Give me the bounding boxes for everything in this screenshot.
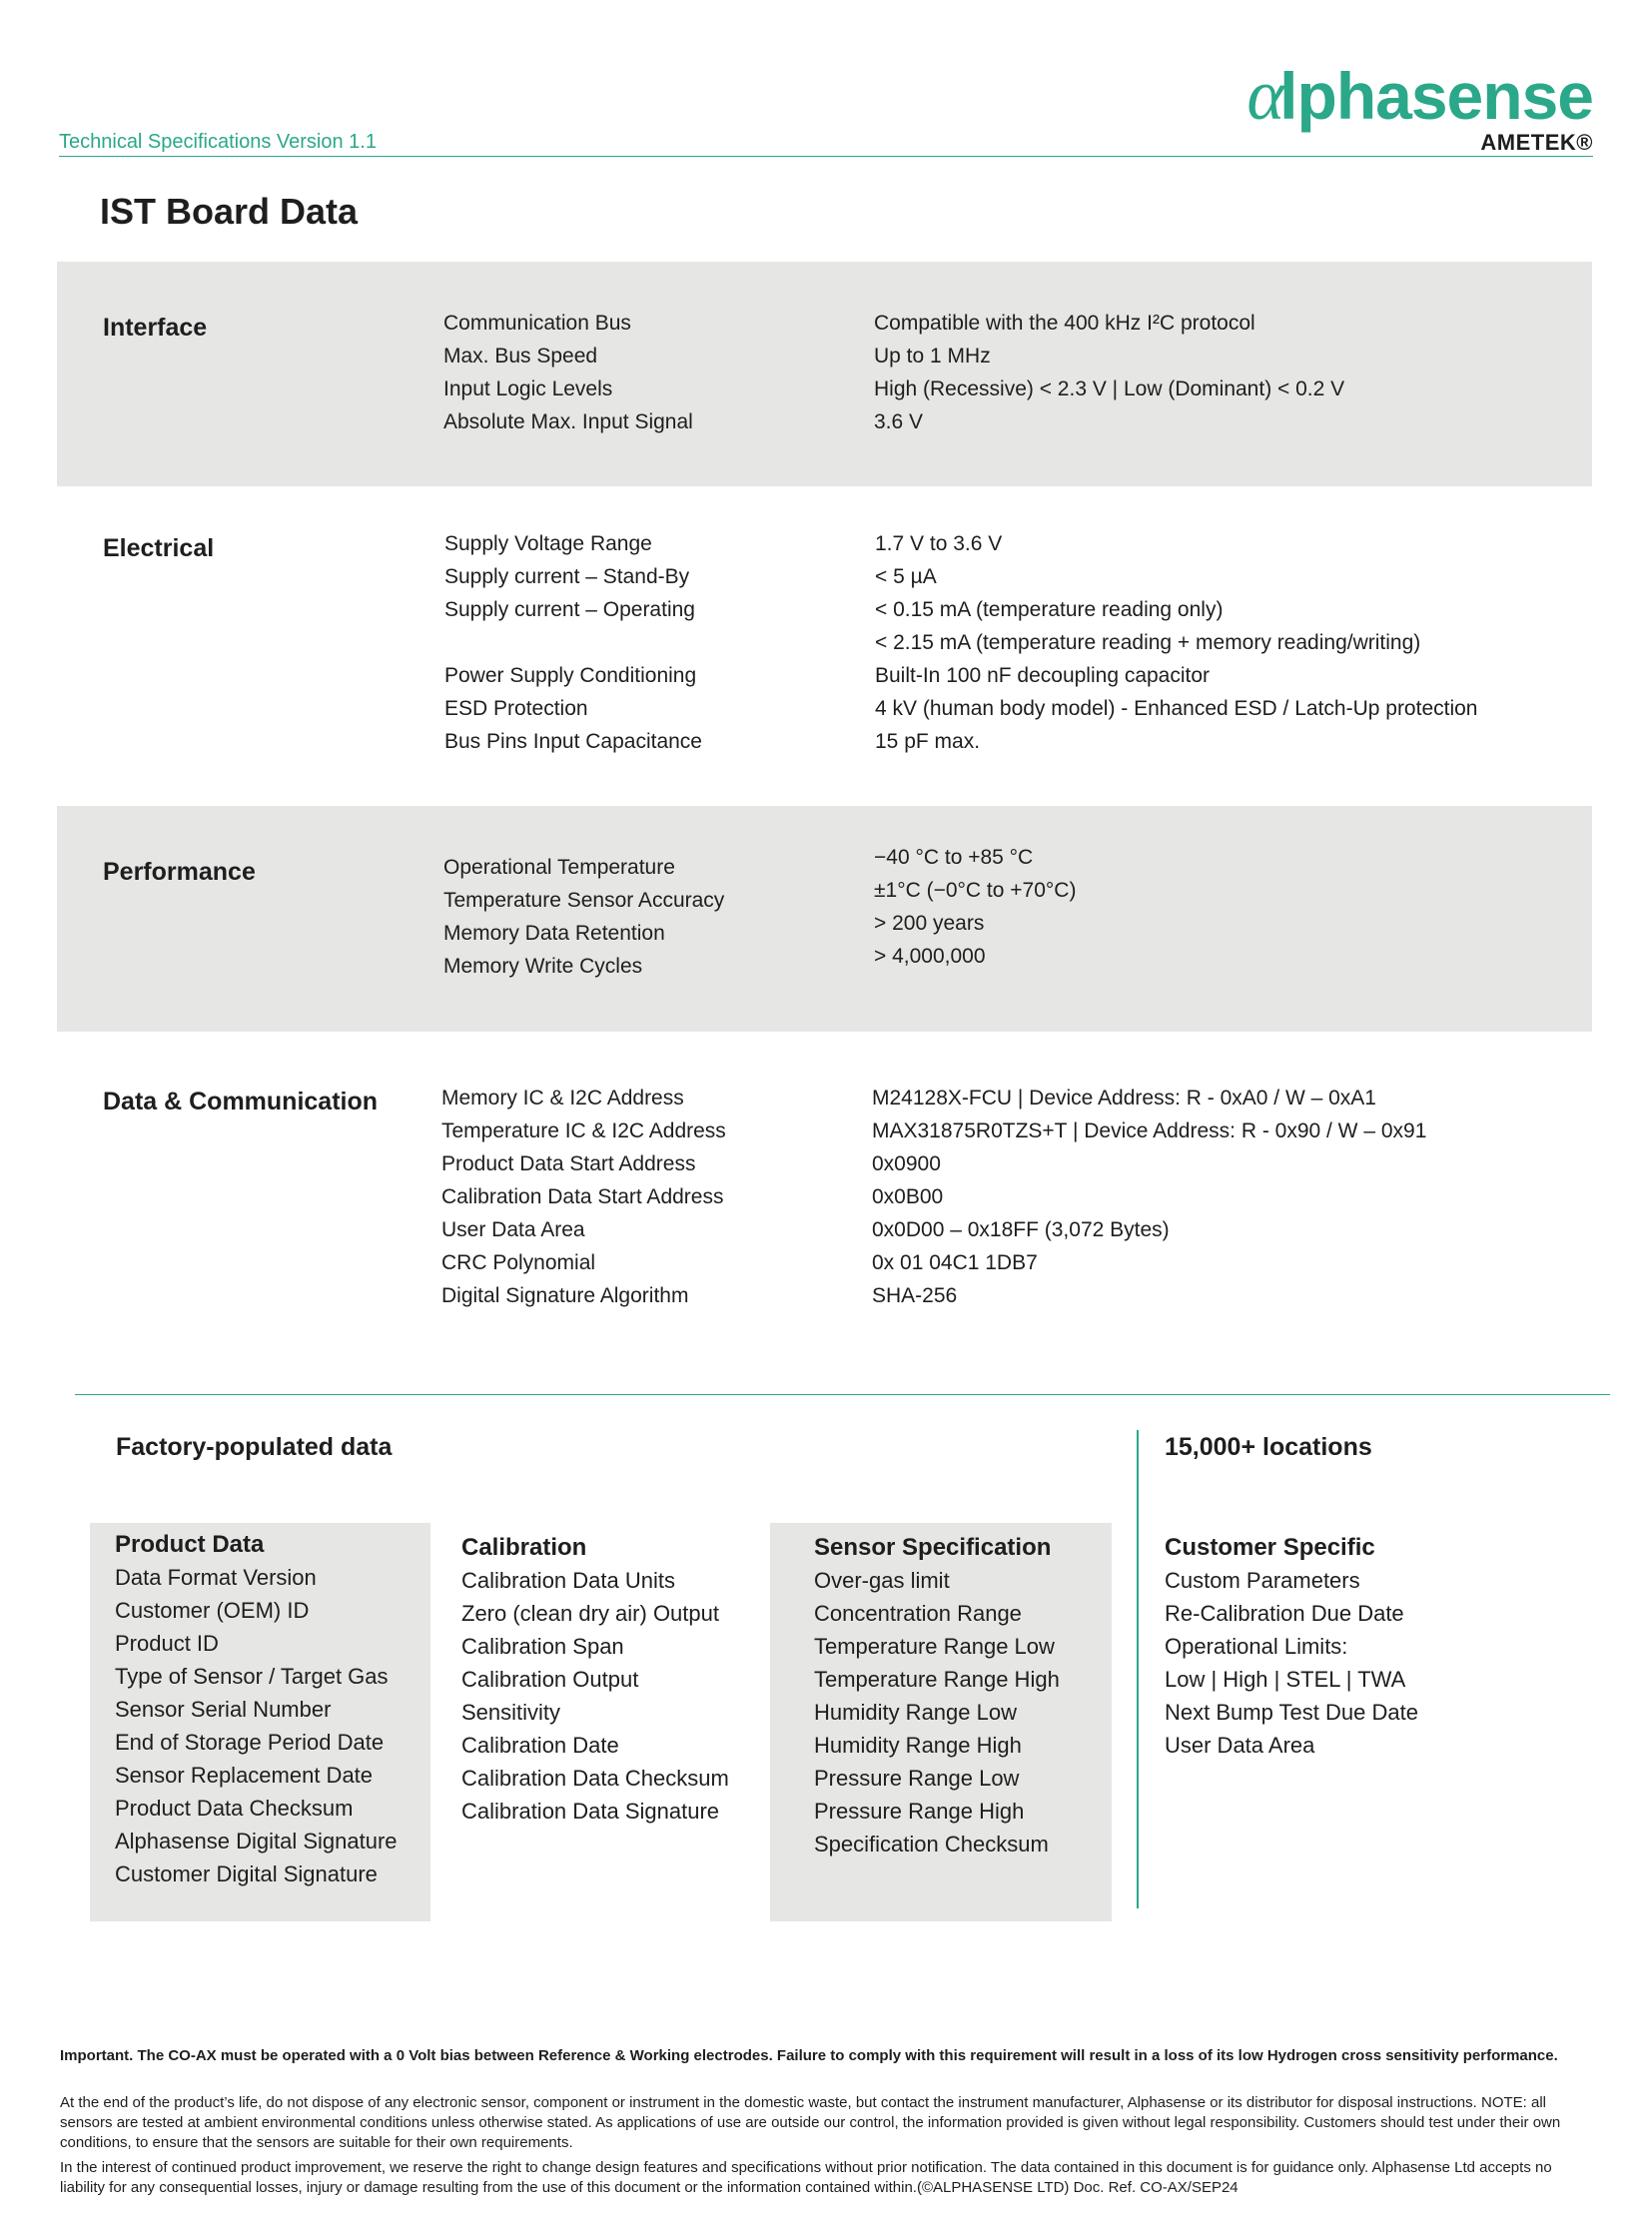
list-heading: Customer Specific <box>1165 1534 1375 1561</box>
list-item: Over-gas limit <box>814 1568 950 1593</box>
spec-labels <box>444 527 702 758</box>
spec-label: Operational Temperature <box>443 856 675 879</box>
spec-label: CRC Polynomial <box>441 1251 596 1274</box>
list-item: Customer Digital Signature <box>115 1861 378 1886</box>
alphasense-logo <box>1243 55 1593 162</box>
factory-data-title: Factory-populated data <box>116 1433 393 1461</box>
logo-wordmark-text: lphasense <box>1279 59 1593 133</box>
spec-values <box>874 841 1076 973</box>
spec-label: Absolute Max. Input Signal <box>443 410 693 433</box>
spec-value: 1.7 V to 3.6 V <box>875 532 1003 555</box>
section-divider <box>75 1394 1610 1395</box>
product-data-list <box>115 1528 398 1890</box>
spec-label: Memory Data Retention <box>443 922 665 945</box>
spec-value: High (Recessive) < 2.3 V | Low (Dominant) < 0.2 V <box>874 377 1345 400</box>
list-item: Zero (clean dry air) Output <box>461 1601 719 1626</box>
locations-title: 15,000+ locations <box>1165 1433 1372 1461</box>
list-item: Temperature Range High <box>814 1667 1060 1692</box>
list-item: Calibration Span <box>461 1634 624 1659</box>
spec-label: Power Supply Conditioning <box>444 664 697 687</box>
list-item: Operational Limits: <box>1165 1634 1348 1659</box>
spec-values <box>874 307 1344 438</box>
important-notice: Important. The CO-AX must be operated with a 0 Volt bias between Reference & Working electrodes. Failure to comply with this requirement will result in a loss of its low Hydrogen cross sensitivity performance. <box>60 2047 1558 2064</box>
document-version-label: Technical Specifications Version 1.1 <box>59 131 377 153</box>
spec-labels <box>443 307 693 438</box>
spec-labels <box>441 1082 726 1312</box>
list-item: Calibration Output <box>461 1667 639 1692</box>
spec-value: 15 pF max. <box>875 730 981 753</box>
list-item: Customer (OEM) ID <box>115 1598 310 1623</box>
spec-value: Up to 1 MHz <box>874 345 991 368</box>
spec-label: Bus Pins Input Capacitance <box>444 730 702 753</box>
list-heading: Sensor Specification <box>814 1534 1052 1561</box>
list-item: Re-Calibration Due Date <box>1165 1601 1404 1626</box>
logo-wordmark <box>1246 55 1593 135</box>
spec-label: Memory Write Cycles <box>443 955 643 978</box>
spec-label: ESD Protection <box>444 697 588 720</box>
list-item: Custom Parameters <box>1165 1568 1360 1593</box>
list-heading: Product Data <box>115 1531 265 1558</box>
column-divider <box>1137 1430 1139 1908</box>
spec-value: −40 °C to +85 °C <box>874 846 1034 869</box>
section-heading: Performance <box>103 858 256 886</box>
calibration-list <box>461 1531 729 1828</box>
spec-value: > 200 years <box>874 912 985 935</box>
spec-label: Input Logic Levels <box>443 377 613 400</box>
list-item: Low | High | STEL | TWA <box>1165 1667 1406 1692</box>
spec-value: 0x0D00 – 0x18FF (3,072 Bytes) <box>872 1218 1170 1241</box>
section-heading: Data & Communication <box>103 1088 379 1116</box>
spec-label: Supply current – Operating <box>444 598 695 621</box>
list-item: Next Bump Test Due Date <box>1165 1700 1418 1725</box>
spec-value: Built-In 100 nF decoupling capacitor <box>875 664 1211 687</box>
spec-value: Compatible with the 400 kHz I²C protocol <box>874 312 1255 335</box>
spec-value: MAX31875R0TZS+T | Device Address: R - 0x90 / W – 0x91 <box>872 1119 1427 1142</box>
spec-value: M24128X-FCU | Device Address: R - 0xA0 / W – 0xA1 <box>872 1087 1376 1110</box>
spec-label: Product Data Start Address <box>441 1152 696 1175</box>
disposal-notice: At the end of the product’s life, do not dispose of any electronic sensor, component or instrument in the domestic waste, but contact the instrument manufacturer, Alphasense or its distributor for disposal instructions. NOTE: all sensors are tested at ambient environmental conditions unless otherwise stated. As applications of use are outside our control, the information provided is given without legal responsibility. Customers should test under their own conditions, to ensure that the sensors are suitable for their own requirements. <box>60 2094 1561 2151</box>
spec-label: User Data Area <box>441 1218 585 1241</box>
list-item: Product Data Checksum <box>115 1796 354 1821</box>
spec-label: Digital Signature Algorithm <box>441 1284 689 1307</box>
logo-alpha-glyph: α <box>1246 55 1284 135</box>
sensor-specification-list <box>814 1531 1060 1860</box>
spec-value: 0x 01 04C1 1DB7 <box>872 1251 1038 1274</box>
list-item: Sensor Replacement Date <box>115 1763 374 1788</box>
spec-label: Memory IC & I2C Address <box>441 1087 684 1110</box>
page-title: IST Board Data <box>100 191 359 232</box>
spec-value: 4 kV (human body model) - Enhanced ESD / Latch-Up protection <box>875 697 1478 720</box>
interface-section <box>57 262 1592 486</box>
spec-value: < 0.15 mA (temperature reading only) <box>875 598 1224 621</box>
electrical-section <box>57 486 1592 806</box>
list-item: Calibration Date <box>461 1733 619 1758</box>
list-item: Data Format Version <box>115 1565 317 1590</box>
performance-section <box>57 806 1592 1032</box>
data-communication-section <box>57 1032 1592 1361</box>
spec-value: SHA-256 <box>872 1284 958 1307</box>
spec-value: < 2.15 mA (temperature reading + memory reading/writing) <box>875 631 1421 654</box>
list-item: Specification Checksum <box>814 1832 1049 1857</box>
spec-value: 3.6 V <box>874 410 924 433</box>
spec-value: < 5 µA <box>875 565 937 588</box>
disclaimer-notice: In the interest of continued product improvement, we reserve the right to change design features and specifications without prior notification. The data contained in this document is for guidance only. Alphasense Ltd accepts no liability for any consequential losses, injury or damage resulting from the use of this document or the information contained within.(©ALPHASENSE LTD) Doc. Ref. CO-AX/SEP24 <box>60 2159 1552 2196</box>
list-item: Product ID <box>115 1631 219 1656</box>
list-item: Pressure Range High <box>814 1799 1025 1824</box>
list-item: Humidity Range High <box>814 1733 1022 1758</box>
list-item: Sensitivity <box>461 1700 561 1725</box>
spec-label: Calibration Data Start Address <box>441 1185 724 1208</box>
spec-value: 0x0B00 <box>872 1185 944 1208</box>
list-heading: Calibration <box>461 1534 587 1561</box>
spec-value: > 4,000,000 <box>874 945 986 968</box>
list-item: Humidity Range Low <box>814 1700 1017 1725</box>
list-item: User Data Area <box>1165 1733 1315 1758</box>
section-heading: Electrical <box>103 534 215 562</box>
spec-label: Temperature IC & I2C Address <box>441 1119 726 1142</box>
spec-value: ±1°C (−0°C to +70°C) <box>874 879 1077 902</box>
spec-label: Supply Voltage Range <box>444 532 652 555</box>
list-item: Sensor Serial Number <box>115 1697 332 1722</box>
spec-label: Communication Bus <box>443 312 631 335</box>
list-item: Concentration Range <box>814 1601 1022 1626</box>
spec-label: Supply current – Stand-By <box>444 565 690 588</box>
spec-label: Max. Bus Speed <box>443 345 598 368</box>
spec-values <box>875 527 1477 758</box>
ametek-logo: AMETEK® <box>1480 130 1593 155</box>
list-item: Alphasense Digital Signature <box>115 1829 398 1854</box>
customer-specific-list <box>1165 1531 1418 1762</box>
spec-values <box>872 1082 1426 1312</box>
list-item: Type of Sensor / Target Gas <box>115 1664 389 1689</box>
list-item: Calibration Data Units <box>461 1568 675 1593</box>
spec-value: 0x0900 <box>872 1152 941 1175</box>
list-item: End of Storage Period Date <box>115 1730 385 1755</box>
list-item: Calibration Data Signature <box>461 1799 720 1824</box>
spec-labels <box>443 851 724 983</box>
section-heading: Interface <box>103 314 208 342</box>
list-item: Temperature Range Low <box>814 1634 1055 1659</box>
spec-label <box>444 626 702 659</box>
list-item: Calibration Data Checksum <box>461 1766 729 1791</box>
list-item: Pressure Range Low <box>814 1766 1020 1791</box>
spec-label: Temperature Sensor Accuracy <box>443 889 725 912</box>
